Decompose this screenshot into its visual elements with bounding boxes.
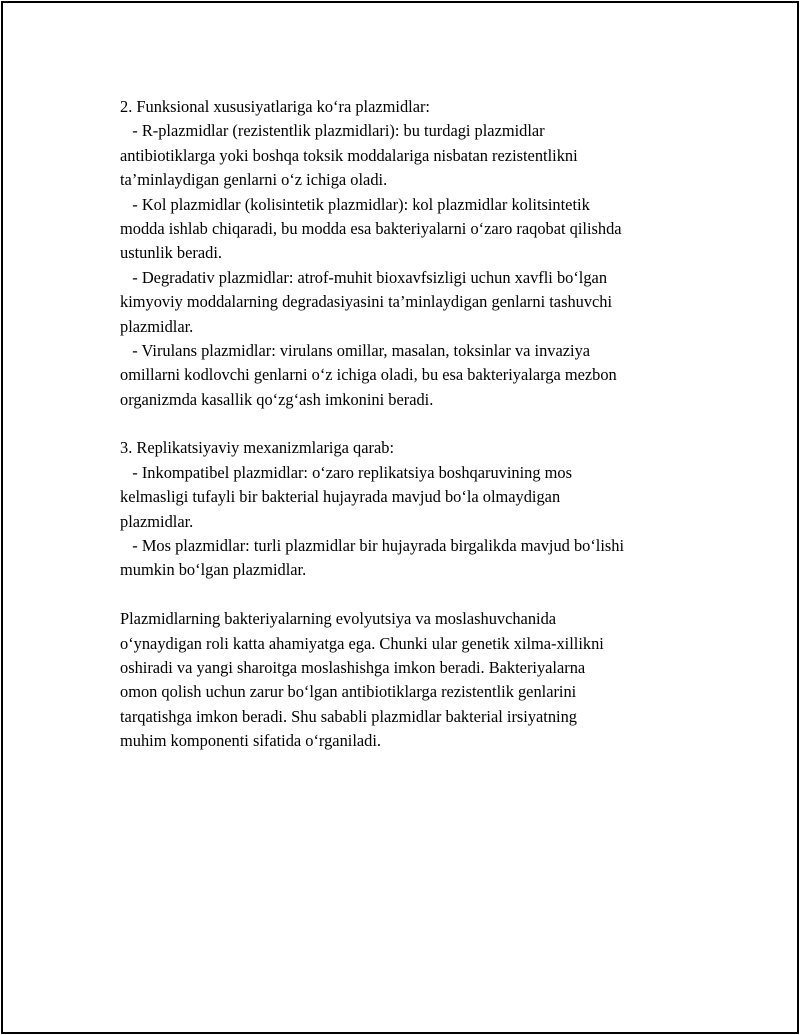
document-body (120, 95, 700, 754)
list-item-compatible-plasmids (120, 534, 700, 583)
list-item-line: ustunlik beradi. (120, 243, 222, 263)
paragraph-spacer (120, 583, 700, 607)
section-functional (120, 95, 700, 412)
list-item-line: organizmda kasallik qo‘zg‘ash imkonini beradi. (120, 389, 434, 409)
list-item-line: mumkin bo‘lgan plazmidlar. (120, 560, 307, 580)
list-item-r-plasmids (120, 119, 700, 192)
list-item-line: modda ishlab chiqaradi, bu modda esa bakteriyalarni o‘zaro raqobat qilishda (120, 218, 622, 238)
list-item-line: - Degradativ plazmidlar: atrof-muhit bioxavfsizligi uchun xavfli bo‘lgan (120, 267, 608, 287)
section-heading: 2. Funksional xususiyatlariga ko‘ra plazmidlar: (120, 97, 430, 116)
paragraph-line: omon qolish uchun zarur bo‘lgan antibiotiklarga rezistentlik genlarini (120, 682, 577, 702)
section-replication (120, 436, 700, 582)
conclusion-paragraph (120, 607, 700, 753)
list-item-incompatible-plasmids (120, 461, 700, 534)
page-frame (1, 1, 799, 1034)
list-item-line: - Mos plazmidlar: turli plazmidlar bir hujayrada birgalikda mavjud bo‘lishi (120, 536, 625, 556)
list-item-line: - R-plazmidlar (rezistentlik plazmidlari): bu turdagi plazmidlar (120, 121, 545, 141)
list-item-line: - Inkompatibel plazmidlar: o‘zaro replikatsiya boshqaruvining mos (120, 462, 572, 482)
paragraph-line: Plazmidlarning bakteriyalarning evolyutsiya va moslashuvchanida (120, 609, 557, 629)
paragraph-line: oshiradi va yangi sharoitga moslashishga imkon beradi. Bakteriyalarna (120, 657, 586, 677)
list-item-line: kimyoviy moddalarning degradasiyasini ta’minlaydigan genlarni tashuvchi (120, 292, 613, 312)
section-heading: 3. Replikatsiyaviy mexanizmlariga qarab: (120, 438, 394, 458)
paragraph-line: tarqatishga imkon beradi. Shu sababli plazmidlar bakterial irsiyatning (120, 706, 577, 726)
list-item-line: omillarni kodlovchi genlarni o‘z ichiga oladi, bu esa bakteriyalarga mezbon (120, 365, 617, 385)
list-item-virulence-plasmids (120, 339, 700, 412)
paragraph-spacer (120, 412, 700, 436)
list-item-col-plasmids (120, 193, 700, 266)
list-item-line: plazmidlar. (120, 316, 194, 336)
list-item-degradative-plasmids (120, 266, 700, 339)
list-item-line: plazmidlar. (120, 511, 194, 531)
list-item-line: - Kol plazmidlar (kolisintetik plazmidlar): kol plazmidlar kolitsintetik (120, 194, 590, 214)
list-item-line: ta’minlaydigan genlarni o‘z ichiga oladi. (120, 170, 388, 190)
paragraph-line: muhim komponenti sifatida o‘rganiladi. (120, 731, 381, 751)
list-item-line: kelmasligi tufayli bir bakterial hujayrada mavjud bo‘la olmaydigan (120, 487, 561, 507)
list-item-line: antibiotiklarga yoki boshqa toksik moddalariga nisbatan rezistentlikni (120, 145, 578, 165)
list-item-line: - Virulans plazmidlar: virulans omillar, masalan, toksinlar va invaziya (120, 340, 591, 360)
paragraph-line: o‘ynaydigan roli katta ahamiyatga ega. Chunki ular genetik xilma-xillikni (120, 633, 604, 653)
